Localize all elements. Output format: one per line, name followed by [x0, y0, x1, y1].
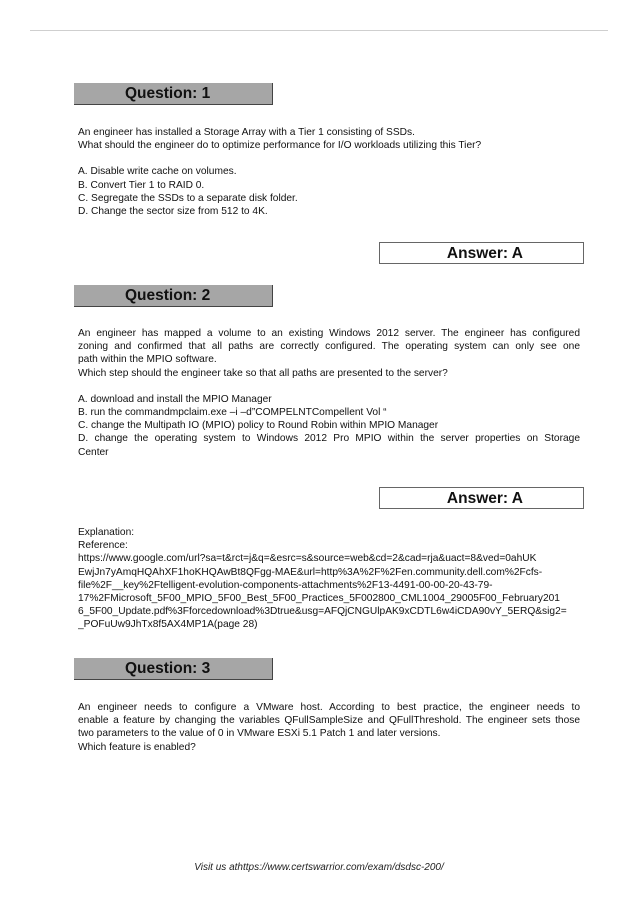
question-1-title: Question: 1: [125, 85, 211, 102]
question-3-text-line: two parameters to the value of 0 in VMware ESXi 5.1 Patch 1 and later versions.: [78, 728, 441, 740]
reference-link-line: EwjJn7yAmqHQAhXF1hoKHQAwBt8QFgg-MAE&url=http%3A%2F%2Fen.community.dell.com%2Fcfs-: [78, 566, 543, 578]
reference-label: Reference:: [78, 540, 128, 552]
question-1-answer-box: [379, 242, 584, 264]
question-3-text-line: enable a feature by changing the variables QFullSampleSize and QFullThreshold. The engineer sets those: [78, 715, 580, 727]
question-2-option-a: A. download and install the MPIO Manager: [78, 393, 272, 405]
question-2-answer-box: [379, 487, 584, 509]
question-1-option-a: A. Disable write cache on volumes.: [78, 166, 237, 178]
question-2-text-line: zoning and confirmed that all paths are correctly configured. The operating system can only see one: [78, 341, 580, 353]
question-1-option-b: B. Convert Tier 1 to RAID 0.: [78, 179, 205, 191]
footer-link[interactable]: Visit us athttps://www.certswarrior.com/exam/dsdsc-200/: [194, 862, 444, 873]
question-2-body: [78, 327, 580, 459]
reference-link-line: 17%2FMicrosoft_5F00_MPIO_5F00_Best_5F00_Practices_5F002800_CML1004_29005F00_February201: [78, 593, 560, 605]
question-1-answer: Answer: A: [446, 245, 523, 262]
reference-link-line: file%2F__key%2Ftelligent-evolution-components-attachments%2F13-4491-00-00-20-43-79-: [78, 579, 493, 591]
question-1-body: [78, 126, 580, 218]
question-2-title: Question: 2: [125, 287, 211, 304]
question-2-text-line: Which step should the engineer take so that all paths are presented to the server?: [78, 367, 448, 379]
question-3-body: [78, 701, 580, 754]
question-3-title: Question: 3: [125, 660, 211, 677]
question-2-explanation: [78, 526, 580, 632]
question-1-header: [74, 83, 273, 105]
question-3-text-line: Which feature is enabled?: [78, 741, 196, 753]
question-2-header: [74, 285, 273, 307]
question-2-text-line: path within the MPIO software.: [78, 354, 217, 366]
question-3-text-line: An engineer needs to configure a VMware host. According to best practice, the engineer needs to: [78, 702, 580, 713]
question-3-header: [74, 658, 273, 680]
question-2-option-d: D. change the operating system to Windows 2012 Pro MPIO within the server properties on Storage: [78, 433, 580, 445]
question-1-text-line: An engineer has installed a Storage Array with a Tier 1 consisting of SSDs.: [78, 127, 415, 138]
reference-link-line: https://www.google.com/url?sa=t&rct=j&q=&esrc=s&source=web&cd=2&cad=rja&uact=8&ved=0ahUK: [78, 553, 537, 565]
question-2-text-line: An engineer has mapped a volume to an existing Windows 2012 server. The engineer has configured: [78, 328, 580, 339]
question-1-text-line: What should the engineer do to optimize performance for I/O workloads utilizing this Tier?: [78, 140, 482, 152]
reference-link-line: 6_5F00_Update.pdf%3Fforcedownload%3Dtrue&usg=AFQjCNGUlpAK9xCDTL6w4iCDA90vY_5ERQ&sig2=: [78, 606, 567, 618]
question-2-option-d-cont: Center: [78, 446, 109, 458]
question-2-answer: Answer: A: [446, 490, 523, 507]
question-1-option-c: C. Segregate the SSDs to a separate disk folder.: [78, 192, 298, 204]
question-2-option-b: B. run the commandmpclaim.exe –i –d”COMPELNTCompellent Vol “: [78, 407, 387, 419]
question-1-option-d: D. Change the sector size from 512 to 4K.: [78, 206, 268, 218]
question-2-option-c: C. change the Multipath IO (MPIO) policy to Round Robin within MPIO Manager: [78, 420, 439, 432]
explanation-label: Explanation:: [78, 527, 135, 538]
reference-link-line: _POFuUw9JhTx8f5AX4MP1A(page 28): [78, 619, 258, 631]
top-rule: [30, 30, 608, 31]
